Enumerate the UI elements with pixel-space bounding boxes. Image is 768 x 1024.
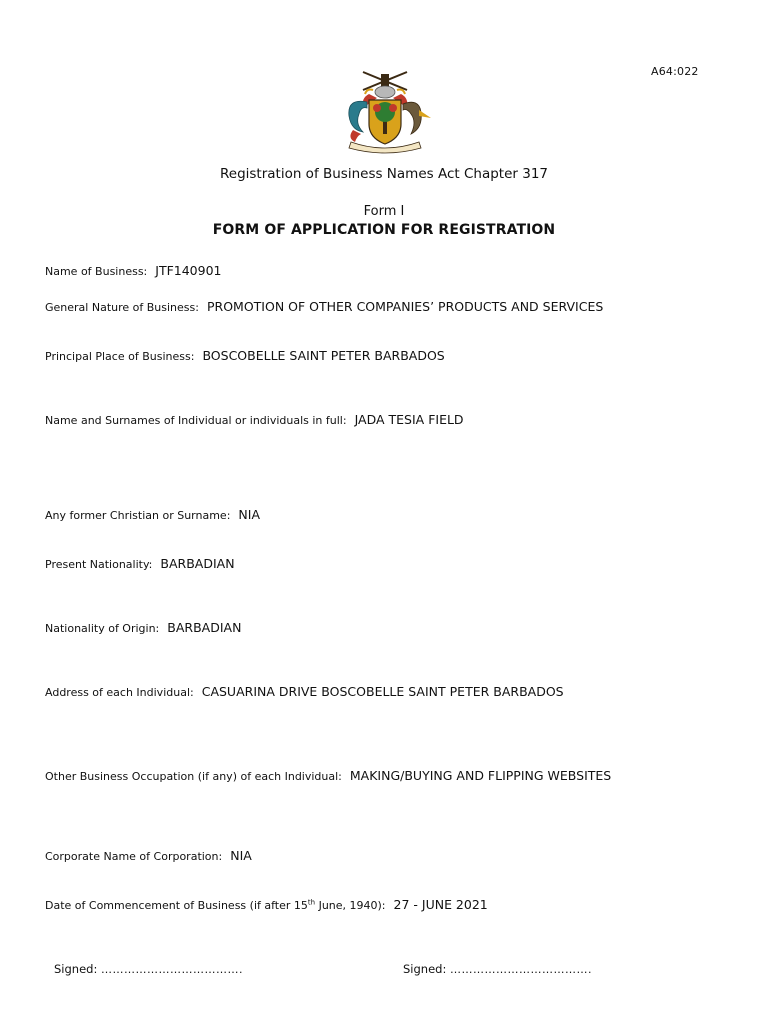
form-title: FORM OF APPLICATION FOR REGISTRATION — [212, 222, 556, 238]
field-value: BARBADIAN — [160, 556, 235, 571]
act-title: Registration of Business Names Act Chapter 317 — [219, 166, 548, 182]
signature-label: Signed: — [54, 962, 98, 976]
field-label-prefix: Date of Commencement of Business (if after 15 — [45, 899, 308, 912]
field-label: Principal Place of Business: — [45, 350, 195, 363]
signature-left — [54, 962, 243, 976]
field-label: General Nature of Business: — [45, 301, 199, 314]
field-present-nationality — [45, 553, 235, 572]
field-value: JTF140901 — [155, 263, 222, 278]
coat-of-arms-icon — [333, 68, 437, 154]
field-value: BARBADIAN — [167, 620, 242, 635]
field-label-suffix: June, 1940): — [315, 899, 386, 912]
field-nature-of-business — [45, 296, 603, 315]
field-label: Other Business Occupation (if any) of each Individual: — [45, 770, 342, 783]
signature-right — [403, 962, 592, 976]
field-individual-names — [45, 409, 464, 428]
field-address — [45, 681, 564, 700]
field-label: Nationality of Origin: — [45, 622, 160, 635]
field-commencement-date — [45, 894, 488, 913]
field-value: CASUARINA DRIVE BOSCOBELLE SAINT PETER BARBADOS — [201, 684, 564, 699]
field-label — [45, 899, 386, 912]
field-corporate-name — [45, 845, 252, 864]
field-value: PROMOTION OF OTHER COMPANIES’ PRODUCTS AND SERVICES — [206, 299, 604, 314]
field-label-sup: th — [307, 898, 316, 907]
field-label: Corporate Name of Corporation: — [45, 850, 223, 863]
field-value: NIA — [238, 507, 261, 522]
field-other-occupation — [45, 765, 611, 784]
field-label: Present Nationality: — [45, 558, 153, 571]
field-label: Any former Christian or Surname: — [45, 509, 231, 522]
field-value: JADA TESIA FIELD — [354, 412, 464, 427]
document-reference: A64:022 — [651, 65, 699, 78]
field-former-name — [45, 504, 260, 523]
signature-line: ………………………………. — [450, 963, 592, 976]
field-value: MAKING/BUYING AND FLIPPING WEBSITES — [349, 768, 612, 783]
field-label: Address of each Individual: — [45, 686, 194, 699]
form-number: Form I — [363, 204, 405, 219]
field-principal-place — [45, 345, 445, 364]
field-name-of-business — [45, 260, 222, 279]
field-label: Name and Surnames of Individual or individuals in full: — [45, 414, 347, 427]
signature-label: Signed: — [403, 962, 447, 976]
field-value: 27 - JUNE 2021 — [393, 897, 488, 912]
field-value: BOSCOBELLE SAINT PETER BARBADOS — [202, 348, 445, 363]
signature-line: ………………………………. — [101, 963, 243, 976]
field-label: Name of Business: — [45, 265, 148, 278]
field-nationality-origin — [45, 617, 241, 636]
field-value: NIA — [230, 848, 252, 863]
